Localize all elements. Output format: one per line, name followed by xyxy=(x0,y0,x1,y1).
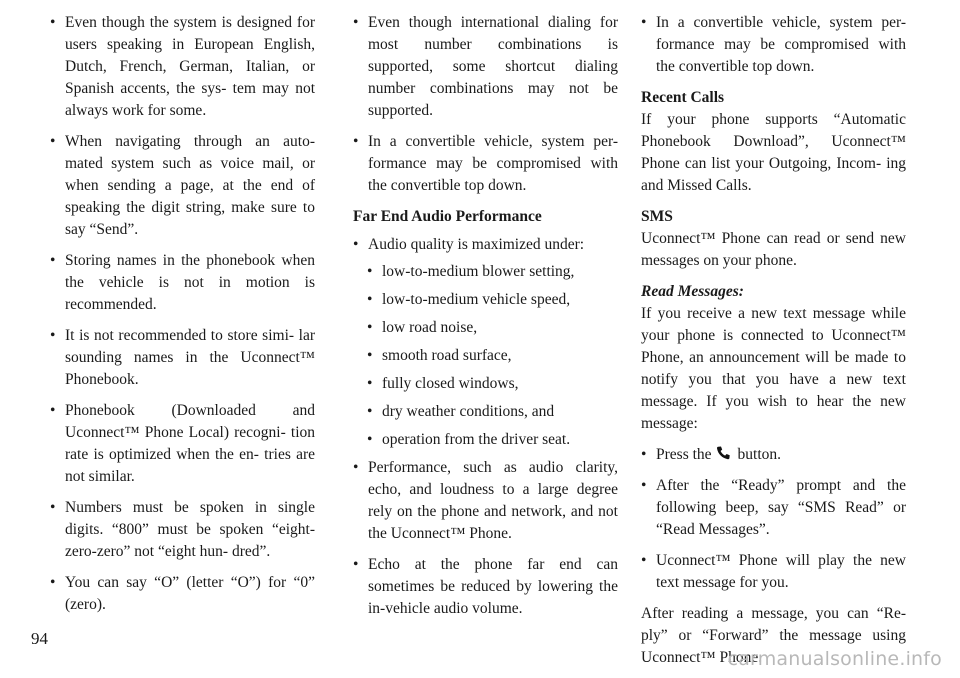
sub-list-item: • low-to-medium vehicle speed, xyxy=(367,289,618,311)
closing-text: After reading a message, you can “Re- ply” or “Forward” the message using Uconnect™ Phone. xyxy=(641,605,906,666)
column-3 xyxy=(641,12,906,678)
list-item: • When navigating through an auto- mated system such as voice mail, or when sending a page, at the end of speaking the digit string, make sure to say “Send”. xyxy=(50,131,315,241)
recent-calls-heading: Recent Calls xyxy=(641,89,725,106)
sub-list-item: • operation from the driver seat. xyxy=(367,429,618,451)
watermark: carmanualsonline.info xyxy=(727,648,942,670)
list-item: • Even though the system is designed for users speaking in European English, Dutch, French, German, Italian, or Spanish accents, the sys- tem may not always work for some. xyxy=(50,12,315,122)
list-item: • Even though international dialing for most number combinations is supported, some shortcut dialing number combinations may not be supported. xyxy=(353,12,618,122)
sub-list-item: • low-to-medium blower setting, xyxy=(367,261,618,283)
read-steps-list xyxy=(641,444,906,594)
sub-list-item: • low road noise, xyxy=(367,317,618,339)
sub-list-item: • fully closed windows, xyxy=(367,373,618,395)
list-item: • You can say “O” (letter “O”) for “0” (zero). xyxy=(50,572,315,616)
list-item: • In a convertible vehicle, system per- formance may be compromised with the convertible top down. xyxy=(641,12,906,78)
sub-list-item: • smooth road surface, xyxy=(367,345,618,367)
sms-text: Uconnect™ Phone can read or send new messages on your phone. xyxy=(641,230,906,269)
page-number: 94 xyxy=(31,629,48,648)
convertible-list xyxy=(641,12,906,78)
press-text: Press the xyxy=(656,446,712,463)
list-item: • It is not recommended to store simi- lar sounding names in the Uconnect™ Phonebook. xyxy=(50,325,315,391)
phone-icon xyxy=(716,446,732,460)
sub-list-item: • dry weather conditions, and xyxy=(367,401,618,423)
column-2 xyxy=(353,12,618,629)
performance-list xyxy=(353,457,618,620)
far-end-audio-heading: Far End Audio Performance xyxy=(353,208,542,225)
list-item: • Uconnect™ Phone will play the new text message for you. xyxy=(641,550,906,594)
read-messages-heading: Read Messages: xyxy=(641,283,744,300)
list-item: • Storing names in the phonebook when the vehicle is not in motion is recommended. xyxy=(50,250,315,316)
list-item: • Performance, such as audio clarity, echo, and loudness to a large degree rely on the phone and network, and not the Uconnect™ Phone. xyxy=(353,457,618,545)
button-text: button. xyxy=(737,446,782,463)
list-item: • Phonebook (Downloaded and Uconnect™ Phone Local) recogni- tion rate is optimized when the en- tries are not similar. xyxy=(50,400,315,488)
audio-conditions-list xyxy=(367,261,618,451)
recent-calls-text: If your phone supports “Automatic Phonebook Download”, Uconnect™ Phone can list your Outgoing, Incom- ing and Missed Calls. xyxy=(641,111,906,194)
tips-list xyxy=(50,12,315,616)
audio-quality-lead: • Audio quality is maximized under: xyxy=(353,234,618,256)
list-item: • In a convertible vehicle, system per- formance may be compromised with the convertible top down. xyxy=(353,131,618,197)
list-item: • Numbers must be spoken in single digits. “800” must be spoken “eight-zero-zero” not “eight hun- dred”. xyxy=(50,497,315,563)
list-item: • After the “Ready” prompt and the following beep, say “SMS Read” or “Read Messages”. xyxy=(641,475,906,541)
list-item xyxy=(641,444,906,466)
read-messages-text: If you receive a new text message while your phone is connected to Uconnect™ Phone, an announcement will be made to notify you that you have a new text message. If you wish to hear the new message: xyxy=(641,305,906,432)
list-item: • Echo at the phone far end can sometimes be reduced by lowering the in-vehicle audio volume. xyxy=(353,554,618,620)
tips-list-2 xyxy=(353,12,618,197)
sms-heading: SMS xyxy=(641,208,673,225)
column-1 xyxy=(50,12,315,625)
